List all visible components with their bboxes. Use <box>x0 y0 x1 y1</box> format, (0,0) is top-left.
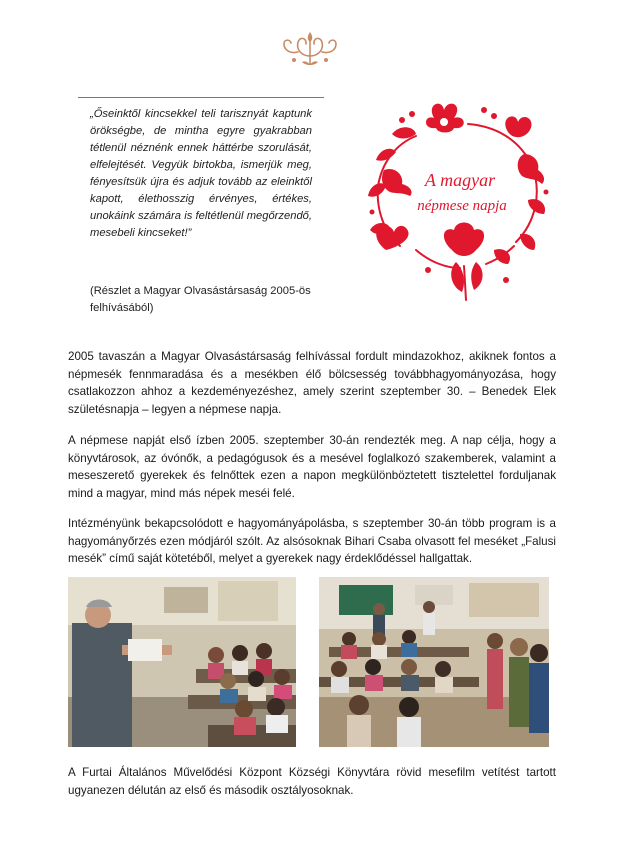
quote-divider <box>78 97 324 98</box>
paragraph-4: A Furtai Általános Művelődési Központ Községi Könyvtára rövid mesefilm vetítést tartott ugyanezen délután az első és második osztályosoknak. <box>68 766 556 797</box>
photo-classroom <box>319 577 549 747</box>
quote-source: (Részlet a Magyar Olvasástársaság 2005-ös felhívásából) <box>90 285 311 314</box>
paragraph-2: A népmese napját első ízben 2005. szeptember 30-án rendezték meg. A nap célja, hogy a könyvtárosok, az óvónők, a pedagógusok és a mesével foglalkozó szakemberek, valamint a meseszerető gyerekek és felnőttek ezen a napon megkülönböztetett tisztelettel forduljanak mind a magyar, mind más népek meséi felé. <box>68 434 556 500</box>
folk-floral-ornament-icon <box>280 30 340 68</box>
paragraph-1: 2005 tavaszán a Magyar Olvasástársaság felhívással fordult mindazokhoz, akiknek fontos a népmesék fennmaradása és a mesékben élő bölcsesség továbbhagyományozása, hogy csatlakozzon ahhoz a kezdeményezéshez, amely szerint szeptember 30. – Benedek Elek születésnapja – legyen a népmese napja. <box>68 350 556 416</box>
photo-reading-session <box>68 577 296 747</box>
logo-line2: népmese napja <box>417 198 507 214</box>
logo-line1: A magyar <box>424 170 496 190</box>
paragraph-3: Intézményünk bekapcsolódott e hagyományápolásba, s szeptember 30-án több program is a hagyományőrzés ezen módjáról szólt. Az alsósoknak Bihari Csaba olvasott fel meséket „Falusi mesék” című saját kötetéből, melyet a gyerekek nagy érdeklődéssel hallgattak. <box>68 517 556 565</box>
quote-text: „Őseinktől kincsekkel teli tarisznyát kaptunk örökségbe, de mintha egyre gyakrabban tétlenül néznénk ennek háttérbe szorulását, elfelejtését. Vegyük birtokba, ismerjük meg, fényesítsük újra és adjuk tovább az eleinktől kapott, élethosszig érvényes, értékes, unokáink számára is feltétlenül megőrzendő, mesebeli kincseket!” <box>90 108 312 239</box>
nepmese-napja-logo <box>356 100 556 305</box>
